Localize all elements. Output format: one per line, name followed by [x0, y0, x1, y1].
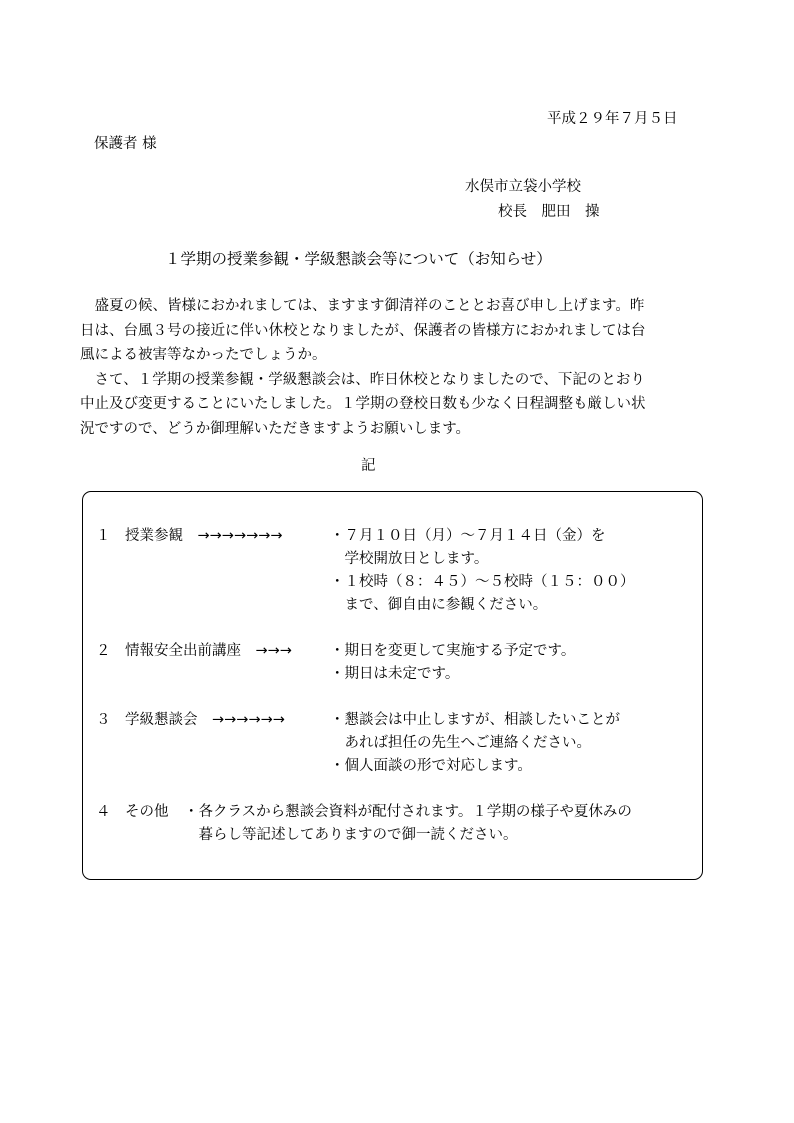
item-detail: ・期日は未定です。: [330, 666, 460, 682]
body-line: 風による被害等なかったでしょうか。: [80, 347, 327, 363]
item-detail: ・個人面談の形で対応します。: [330, 758, 532, 774]
item-label-safety-lecture: ２ 情報安全出前講座 →→→: [96, 643, 292, 659]
ki-heading: 記: [361, 458, 376, 474]
item-detail: あれば担任の先生へご連絡ください。: [330, 735, 591, 751]
item-detail: ・期日を変更して実施する予定です。: [330, 643, 576, 659]
body-line: さて、１学期の授業参観・学級懇談会は、昨日休校となりましたので、下記のとおり: [80, 371, 645, 388]
item-detail: ・各クラスから懇談会資料が配付されます。１学期の様子や夏休みの: [184, 804, 632, 820]
item-label-class-meeting: ３ 学級懇談会 →→→→→→: [96, 712, 285, 728]
body-line: 日は、台風３号の接近に伴い休校となりましたが、保護者の皆様方におかれましては台: [80, 322, 646, 339]
item-detail: ・７月１０日（月）～７月１４日（金）を: [330, 528, 606, 544]
item-detail: 学校開放日とします。: [330, 551, 489, 567]
item-detail: ・懇談会は中止しますが、相談したいことが: [330, 712, 620, 728]
details-box: [82, 491, 703, 880]
item-label-other: ４ その他: [96, 804, 183, 820]
body-line: 中止及び変更することにいたしました。１学期の登校日数も少なく日程調整も厳しい状: [80, 396, 646, 412]
body-text: [80, 294, 720, 441]
body-line: 況ですので、どうか御理解いただきますようお願いします。: [80, 420, 471, 437]
principal-name: 校長 肥田 操: [498, 204, 600, 220]
date: 平成２９年７月５日: [547, 111, 678, 127]
item-detail: まで、御自由に参観ください。: [330, 597, 548, 613]
body-line: 盛夏の候、皆様におかれましては、ますます御清祥のこととお喜び申し上げます。昨: [80, 298, 645, 314]
recipient: 保護者 様: [94, 136, 157, 152]
page-title: １学期の授業参観・学級懇談会等について（お知らせ）: [165, 250, 552, 268]
item-detail: 暮らし等記述してありますので御一読ください。: [184, 827, 518, 843]
school-name: 水俣市立袋小学校: [465, 179, 581, 195]
item-label-open-class: １ 授業参観 →→→→→→→: [96, 528, 283, 544]
item-detail: ・１校時（８：４５）～５校時（１５：００）: [330, 574, 635, 590]
